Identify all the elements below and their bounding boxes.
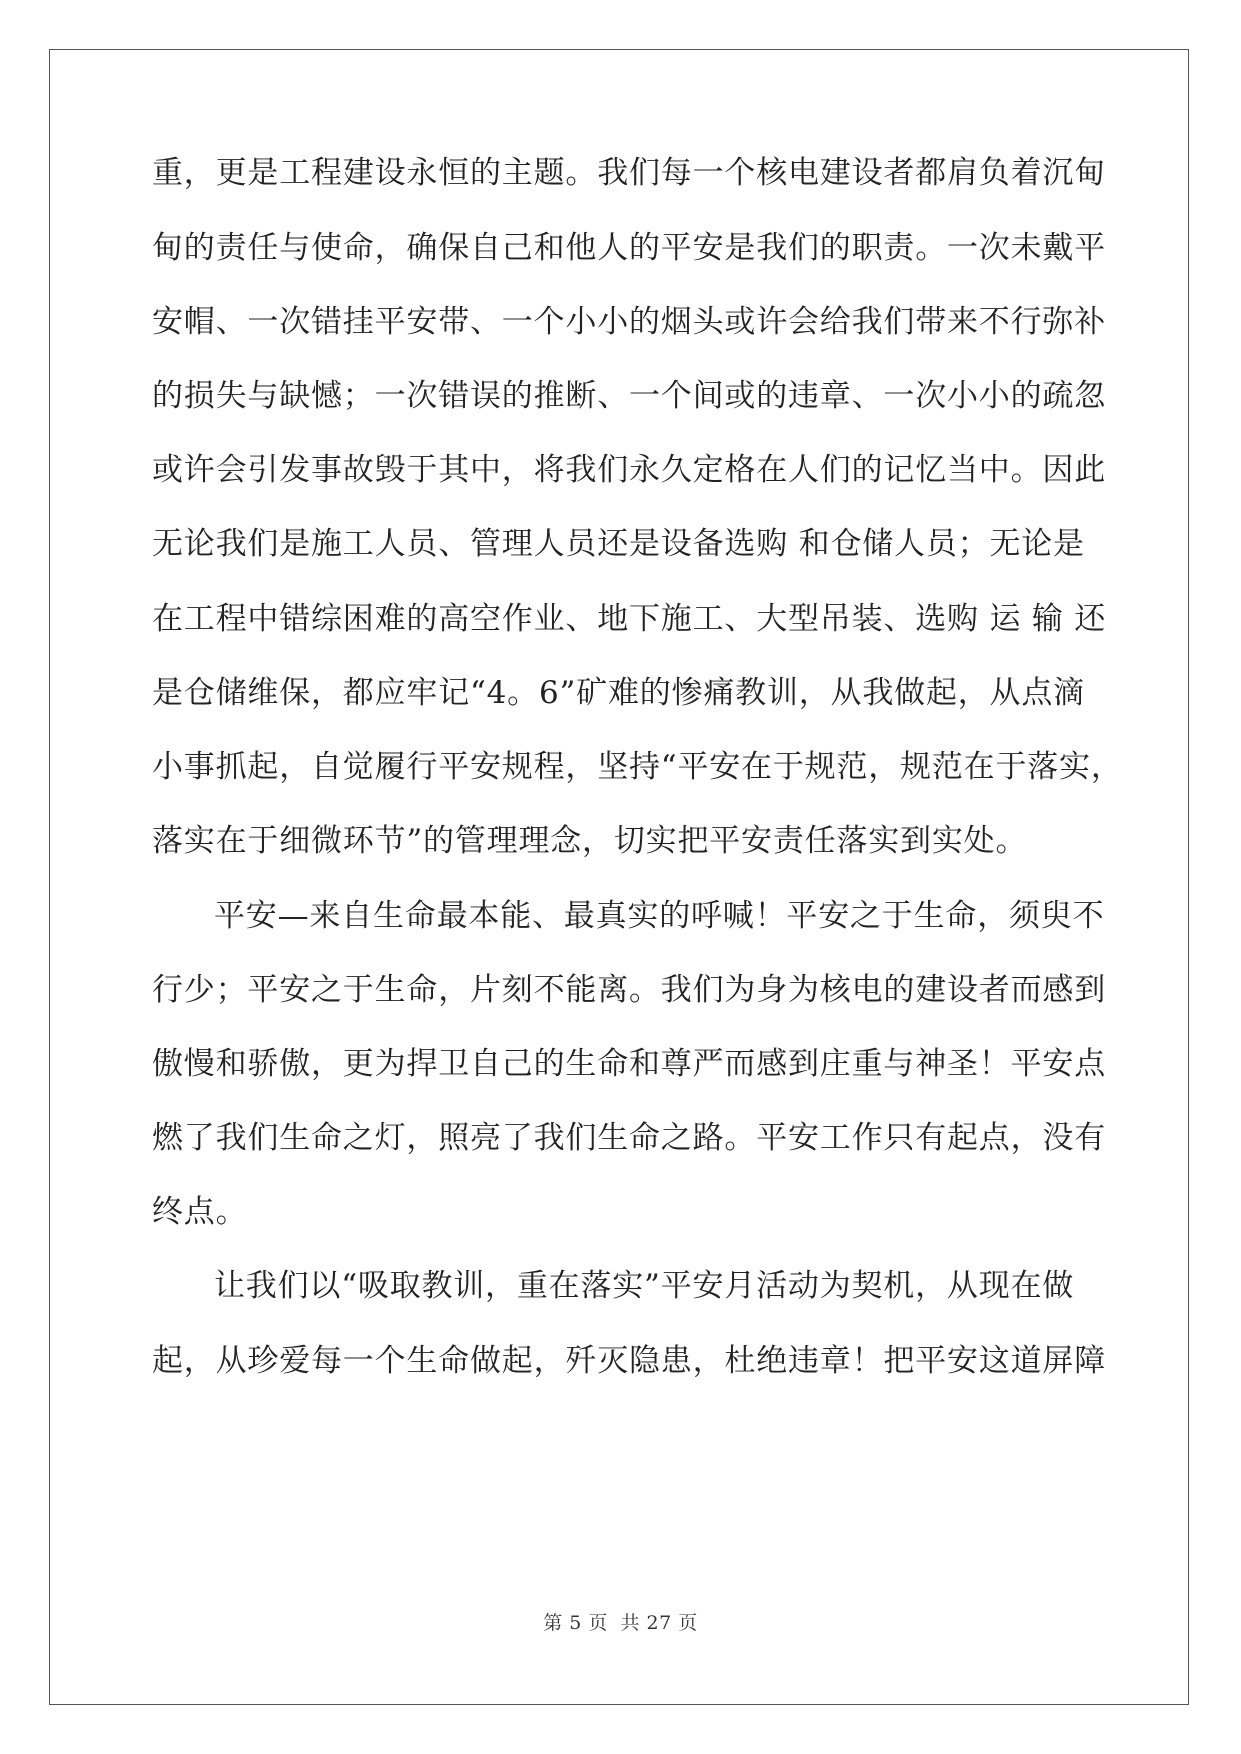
paragraph-first-line: 让我们以“吸取教训，重在落实”平安月活动为契机，从现在做 bbox=[214, 1268, 1075, 1304]
text-line: 起，从珍爱每一个生命做起，歼灭隐患，杜绝违章！把平安这道屏障 bbox=[152, 1343, 1106, 1379]
text-line: 是仓储维保，都应牢记“4。6”矿难的惨痛教训，从我做起，从点滴 bbox=[152, 675, 1085, 711]
text-line: 重，更是工程建设永恒的主题。我们每一个核电建设者都肩负着沉甸 bbox=[152, 155, 1106, 191]
paragraph-first-line: 平安—来自生命最本能、最真实的呼喊！平安之于生命，须臾不 bbox=[214, 898, 1105, 934]
text-line: 小事抓起，自觉履行平安规程，坚持“平安在于规范，规范在于落实， bbox=[152, 749, 1123, 785]
page-total: 共 27 页 bbox=[620, 1612, 698, 1634]
page-footer bbox=[0, 1608, 1241, 1635]
text-line: 终点。 bbox=[152, 1194, 248, 1230]
text-line: 或许会引发事故毁于其中，将我们永久定格在人们的记忆当中。因此 bbox=[152, 452, 1106, 488]
text-line: 落实在于细微环节”的管理理念，切实把平安责任落实到实处。 bbox=[152, 823, 1028, 859]
text-line: 傲慢和骄傲，更为捍卫自己的生命和尊严而感到庄重与神圣！平安点 bbox=[152, 1046, 1106, 1082]
text-line: 的损失与缺憾；一次错误的推断、一个间或的违章、一次小小的疏忽 bbox=[152, 378, 1106, 414]
text-line: 无论我们是施工人员、管理人员还是设备选购 和仓储人员；无论是 bbox=[152, 526, 1085, 562]
text-line: 在工程中错综困难的高空作业、地下施工、大型吊装、选购 运 输 还 bbox=[152, 601, 1107, 637]
text-line: 甸的责任与使命，确保自己和他人的平安是我们的职责。一次未戴平 bbox=[152, 230, 1106, 266]
text-line: 燃了我们生命之灯，照亮了我们生命之路。平安工作只有起点，没有 bbox=[152, 1120, 1106, 1156]
page-number: 第 5 页 bbox=[543, 1612, 608, 1634]
text-line: 安帽、一次错挂平安带、一个小小的烟头或许会给我们带来不行弥补 bbox=[152, 304, 1106, 340]
text-line: 行少；平安之于生命，片刻不能离。我们为身为核电的建设者而感到 bbox=[152, 972, 1106, 1008]
page-border bbox=[49, 49, 1189, 1705]
